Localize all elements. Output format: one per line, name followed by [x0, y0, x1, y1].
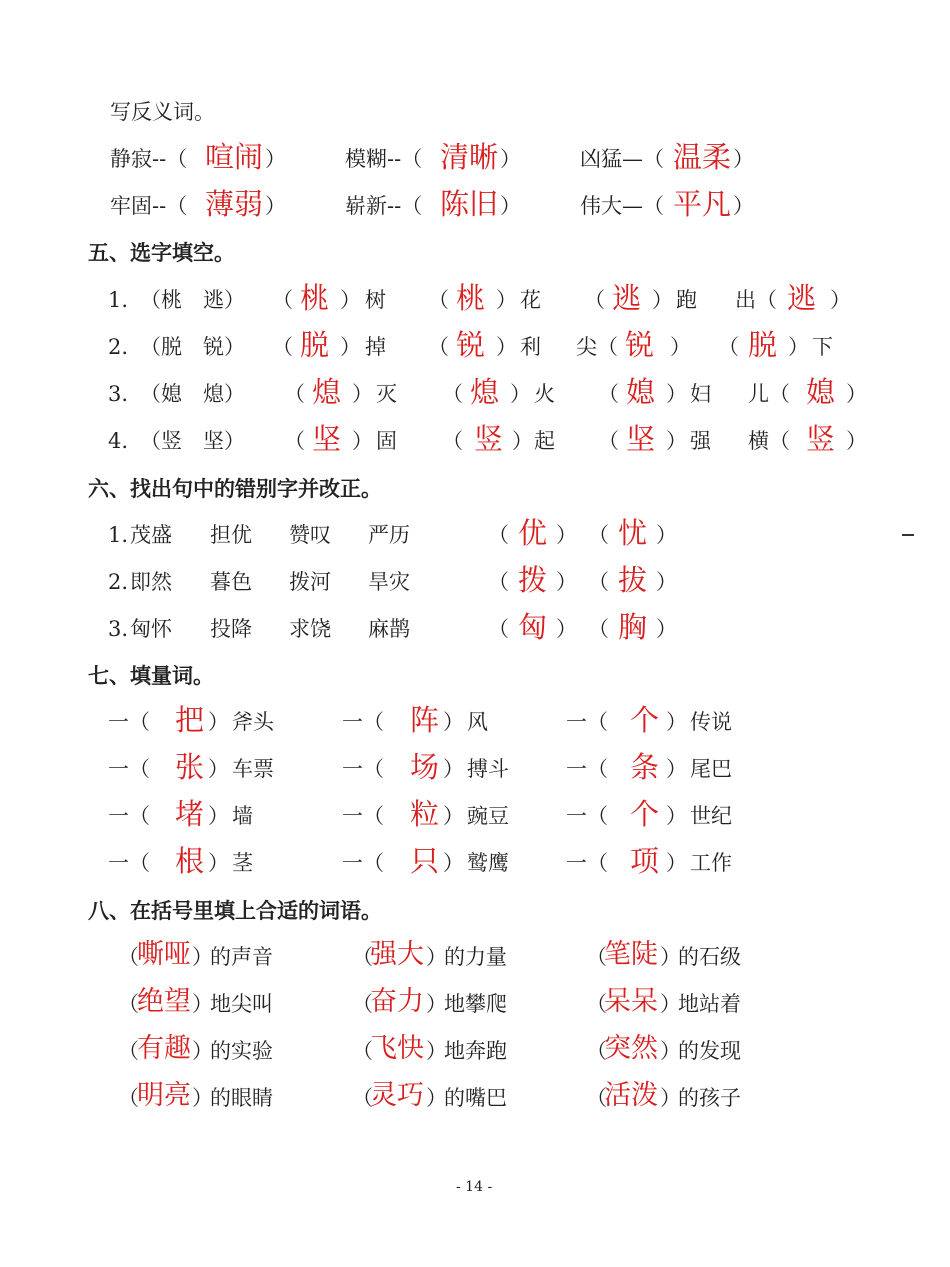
phrase: 的力量	[444, 945, 507, 969]
paren-open: （	[588, 523, 609, 547]
word-answer: 笔陡	[604, 939, 658, 970]
noun: 世纪	[690, 804, 732, 828]
paren-close: ）	[443, 804, 464, 828]
paren-close: ）	[660, 1086, 681, 1110]
row-number: 3.	[108, 382, 129, 406]
measure-word-answer: 条	[630, 750, 660, 784]
paren-close: ）	[788, 335, 809, 359]
fill-answer: 脱	[748, 328, 778, 362]
word: 投降	[210, 617, 252, 641]
fill-answer: 锐	[456, 328, 486, 362]
paren-close: ）	[656, 617, 677, 641]
paren-open: （	[586, 1086, 607, 1110]
paren-close: ）	[846, 429, 867, 453]
word-answer: 活泼	[604, 1080, 658, 1111]
antonym-word: 静寂--（	[110, 147, 188, 171]
row-number: 1.	[108, 523, 129, 547]
correction-right: 忧	[618, 516, 648, 550]
section-6-title: 六、找出句中的错别字并改正。	[88, 476, 382, 501]
measure-word-answer: 个	[630, 797, 660, 831]
word: 即然	[130, 570, 172, 594]
phrase: 的嘴巴	[444, 1086, 507, 1110]
noun: 工作	[690, 851, 732, 875]
noun: 茎	[232, 851, 253, 875]
paren-close: ）	[510, 382, 531, 406]
paren-close: ）	[666, 429, 687, 453]
phrase: 的孩子	[678, 1086, 741, 1110]
measure-prefix: 一（	[108, 851, 150, 875]
paren-open: （	[588, 617, 609, 641]
correction-wrong: 拨	[518, 563, 548, 597]
paren-close: ）	[340, 288, 361, 312]
row-number: 2.	[108, 335, 129, 359]
word-answer: 呆呆	[604, 986, 658, 1017]
row-number: 2.	[108, 570, 129, 594]
paren-open: （	[488, 617, 509, 641]
measure-word-answer: 阵	[410, 703, 440, 737]
paren-close: ）	[352, 382, 373, 406]
paren-close: ）	[208, 710, 229, 734]
measure-word-answer: 把	[175, 703, 205, 737]
word: 麻鹊	[368, 617, 410, 641]
noun: 斧头	[232, 710, 274, 734]
paren-open: （	[352, 992, 373, 1016]
paren-close: ）	[733, 147, 754, 171]
fill-answer: 逃	[787, 281, 817, 315]
noun: 墙	[232, 804, 253, 828]
paren-open: （	[488, 523, 509, 547]
noun: 传说	[690, 710, 732, 734]
word-suffix: 利	[520, 335, 541, 359]
noun: 鹫鹰	[467, 851, 509, 875]
fill-answer: 熄	[312, 375, 342, 409]
word-suffix: 掉	[365, 335, 386, 359]
row-number: 3.	[108, 617, 129, 641]
paren-close: ）	[512, 429, 533, 453]
section-8-title: 八、在括号里填上合适的词语。	[88, 898, 382, 923]
word: 匈怀	[130, 617, 172, 641]
paren-open: （	[586, 1039, 607, 1063]
paren-close: ）	[192, 1039, 213, 1063]
correction-wrong: 优	[518, 516, 548, 550]
section-7-title: 七、填量词。	[88, 663, 214, 688]
fill-answer: 熄	[470, 375, 500, 409]
paren-close: ）	[556, 570, 577, 594]
section-5-title: 五、选字填空。	[88, 240, 235, 265]
paren-open: （	[272, 288, 293, 312]
antonym-word: 牢固--（	[110, 194, 188, 218]
measure-prefix: 一（	[566, 804, 608, 828]
char-pair: （媳 熄）	[140, 382, 245, 406]
fill-answer: 媳	[806, 375, 836, 409]
paren-open: （	[586, 992, 607, 1016]
measure-prefix: 一（	[108, 804, 150, 828]
paren-close: ）	[846, 382, 867, 406]
paren-close: ）	[500, 147, 521, 171]
word-suffix: 固	[376, 429, 397, 453]
antonym-answer: 清晰	[440, 140, 499, 174]
word-suffix: 下	[812, 335, 833, 359]
paren-close: ）	[426, 1039, 447, 1063]
paren-open: （	[284, 429, 305, 453]
paren-close: ）	[208, 804, 229, 828]
word-answer: 突然	[604, 1033, 658, 1064]
paren-close: ）	[208, 851, 229, 875]
antonym-word: 崭新--（	[345, 194, 423, 218]
correction-right: 胸	[618, 610, 648, 644]
paren-open: （	[118, 1086, 139, 1110]
paren-close: ）	[660, 992, 681, 1016]
fill-answer: 坚	[312, 422, 342, 456]
row-number: 1.	[108, 288, 129, 312]
phrase: 地攀爬	[444, 992, 507, 1016]
measure-prefix: 一（	[566, 851, 608, 875]
paren-close: ）	[670, 335, 691, 359]
paren-open: （	[718, 335, 739, 359]
paren-open: （	[352, 1039, 373, 1063]
fill-answer: 竖	[474, 422, 504, 456]
measure-prefix: 一（	[342, 851, 384, 875]
word-suffix: 起	[534, 429, 555, 453]
char-pair: （桃 逃）	[140, 288, 245, 312]
paren-close: ）	[443, 710, 464, 734]
char-pair: （脱 锐）	[140, 335, 245, 359]
paren-open: （	[588, 570, 609, 594]
paren-open: （	[352, 1086, 373, 1110]
paren-open: （	[442, 429, 463, 453]
paren-open: （	[118, 992, 139, 1016]
antonym-answer: 平凡	[673, 187, 732, 221]
antonym-word: 凶猛—（	[580, 147, 664, 171]
word-prefix: 儿（	[748, 382, 790, 406]
phrase: 地尖叫	[210, 992, 273, 1016]
paren-close: ）	[192, 945, 213, 969]
word: 求饶	[289, 617, 331, 641]
word-suffix: 树	[365, 288, 386, 312]
word: 严历	[368, 523, 410, 547]
paren-open: （	[442, 382, 463, 406]
antonym-word: 模糊--（	[345, 147, 423, 171]
paren-close: ）	[265, 194, 286, 218]
word: 赞叹	[289, 523, 331, 547]
word-answer: 强大	[370, 939, 424, 970]
measure-prefix: 一（	[108, 757, 150, 781]
paren-close: ）	[733, 194, 754, 218]
measure-word-answer: 个	[630, 703, 660, 737]
paren-close: ）	[666, 757, 687, 781]
page-number: - 14 -	[456, 1179, 493, 1195]
measure-prefix: 一（	[566, 710, 608, 734]
paren-open: （	[586, 945, 607, 969]
paren-close: ）	[426, 945, 447, 969]
correction-right: 拔	[618, 563, 648, 597]
paren-close: ）	[666, 851, 687, 875]
word-suffix: 跑	[676, 288, 697, 312]
measure-prefix: 一（	[342, 804, 384, 828]
word: 暮色	[210, 570, 252, 594]
paren-open: （	[428, 288, 449, 312]
word-answer: 飞快	[370, 1033, 424, 1064]
paren-close: ）	[426, 992, 447, 1016]
measure-prefix: 一（	[342, 710, 384, 734]
char-pair: （竖 坚）	[140, 429, 245, 453]
antonym-answer: 薄弱	[205, 187, 264, 221]
paren-close: ）	[208, 757, 229, 781]
paren-open: （	[428, 335, 449, 359]
paren-close: ）	[656, 570, 677, 594]
fill-answer: 桃	[300, 281, 330, 315]
paren-close: ）	[656, 523, 677, 547]
paren-open: （	[118, 1039, 139, 1063]
word: 担优	[210, 523, 252, 547]
measure-prefix: 一（	[566, 757, 608, 781]
word: 旱灾	[368, 570, 410, 594]
paren-close: ）	[666, 804, 687, 828]
paren-open: （	[584, 288, 605, 312]
paren-close: ）	[830, 288, 851, 312]
phrase: 地奔跑	[444, 1039, 507, 1063]
antonym-answer: 喧闹	[205, 140, 264, 174]
paren-close: ）	[660, 945, 681, 969]
paren-close: ）	[443, 757, 464, 781]
word-suffix: 妇	[690, 382, 711, 406]
measure-prefix: 一（	[108, 710, 150, 734]
paren-close: ）	[666, 382, 687, 406]
paren-close: ）	[556, 617, 577, 641]
paren-close: ）	[652, 288, 673, 312]
word-suffix: 火	[534, 382, 555, 406]
word-answer: 有趣	[137, 1033, 191, 1064]
paren-close: ）	[666, 710, 687, 734]
phrase: 的石级	[678, 945, 741, 969]
paren-open: （	[118, 945, 139, 969]
paren-close: ）	[340, 335, 361, 359]
word-suffix: 花	[520, 288, 541, 312]
row-number: 4.	[108, 429, 129, 453]
phrase: 的实验	[210, 1039, 273, 1063]
word-answer: 嘶哑	[137, 939, 191, 970]
paren-open: （	[272, 335, 293, 359]
paren-close: ）	[192, 992, 213, 1016]
noun: 尾巴	[690, 757, 732, 781]
measure-word-answer: 项	[630, 844, 660, 878]
measure-word-answer: 张	[175, 750, 205, 784]
word-answer: 奋力	[370, 986, 424, 1017]
paren-open: （	[284, 382, 305, 406]
measure-word-answer: 堵	[175, 797, 205, 831]
paren-close: ）	[496, 288, 517, 312]
paren-close: ）	[660, 1039, 681, 1063]
antonym-answer: 温柔	[673, 140, 732, 174]
paren-open: （	[598, 382, 619, 406]
margin-dash	[902, 534, 914, 536]
paren-open: （	[488, 570, 509, 594]
noun: 豌豆	[467, 804, 509, 828]
word-answer: 明亮	[137, 1080, 191, 1111]
fill-answer: 逃	[612, 281, 642, 315]
fill-answer: 脱	[300, 328, 330, 362]
section-4-title: 写反义词。	[110, 100, 215, 124]
measure-word-answer: 只	[410, 844, 440, 878]
word-suffix: 强	[690, 429, 711, 453]
antonym-answer: 陈旧	[440, 187, 499, 221]
word: 拨河	[289, 570, 331, 594]
noun: 车票	[232, 757, 274, 781]
measure-word-answer: 粒	[410, 797, 440, 831]
paren-close: ）	[192, 1086, 213, 1110]
fill-answer: 竖	[806, 422, 836, 456]
fill-answer: 坚	[626, 422, 656, 456]
phrase: 的眼睛	[210, 1086, 273, 1110]
paren-close: ）	[426, 1086, 447, 1110]
fill-answer: 媳	[626, 375, 656, 409]
measure-word-answer: 根	[175, 844, 205, 878]
paren-close: ）	[556, 523, 577, 547]
measure-prefix: 一（	[342, 757, 384, 781]
antonym-word: 伟大—（	[580, 194, 664, 218]
paren-close: ）	[500, 194, 521, 218]
word: 茂盛	[130, 523, 172, 547]
noun: 搏斗	[467, 757, 509, 781]
paren-close: ）	[265, 147, 286, 171]
measure-word-answer: 场	[410, 750, 440, 784]
fill-answer: 锐	[625, 328, 655, 362]
phrase: 的声音	[210, 945, 273, 969]
paren-close: ）	[443, 851, 464, 875]
word-prefix: 横（	[748, 429, 790, 453]
paren-open: （	[352, 945, 373, 969]
paren-close: ）	[352, 429, 373, 453]
word-suffix: 灭	[376, 382, 397, 406]
paren-open: （	[598, 429, 619, 453]
correction-wrong: 匈	[518, 610, 548, 644]
paren-close: ）	[496, 335, 517, 359]
word-prefix: 尖（	[576, 335, 618, 359]
fill-answer: 桃	[456, 281, 486, 315]
word-answer: 灵巧	[370, 1080, 424, 1111]
word-prefix: 出（	[735, 288, 777, 312]
phrase: 地站着	[678, 992, 741, 1016]
noun: 风	[467, 710, 488, 734]
word-answer: 绝望	[137, 986, 191, 1017]
phrase: 的发现	[678, 1039, 741, 1063]
